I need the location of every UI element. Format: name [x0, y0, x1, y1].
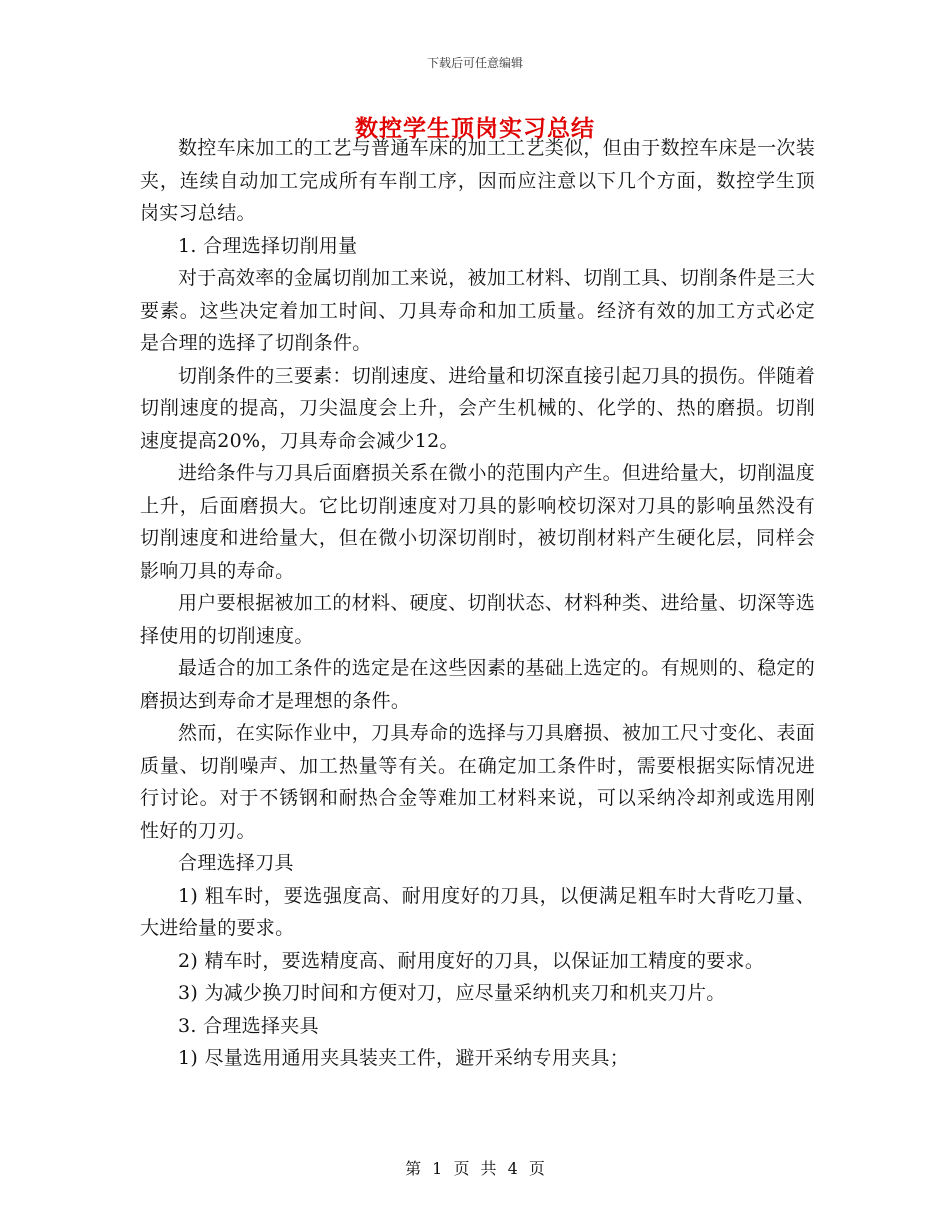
list-item: 1) 粗车时，要选强度高、耐用度好的刀具，以便满足粗车时大背吃刀量、大进给量的要求。 — [140, 884, 815, 939]
list-item: 3) 为减少换刀时间和方便对刀，应尽量采纳机夹刀和机夹刀片。 — [178, 982, 726, 1004]
paragraph: 对于高效率的金属切削加工来说，被加工材料、切削工具、切削条件是三大要素。这些决定着加工时间、刀具寿命和加工质量。经济有效的加工方式必定是合理的选择了切削条件。 — [140, 267, 815, 354]
page-footer: 第 1 页 共 4 页 — [405, 1159, 545, 1178]
document-body — [140, 132, 815, 1075]
paragraph: 进给条件与刀具后面磨损关系在微小的范围内产生。但进给量大，切削温度上升，后面磨损大。它比切削速度对刀具的影响校切深对刀具的影响虽然没有切削速度和进给量大，但在微小切深切削时，被切削材料产生硬化层，同样会影响刀具的寿命。 — [140, 462, 815, 582]
document-title: 数控学生顶岗实习总结 — [355, 115, 595, 142]
list-item: 2) 精车时，要选精度高、耐用度好的刀具，以保证加工精度的要求。 — [178, 949, 765, 972]
paragraph: 然而，在实际作业中，刀具寿命的选择与刀具磨损、被加工尺寸变化、表面质量、切削噪声、加工热量等有关。在确定加工条件时，需要根据实际情况进行讨论。对于不锈钢和耐热合金等难加工材料来说，可以采纳冷却剂或选用刚性好的刀刃。 — [140, 722, 815, 842]
section-heading-cutting-parameters: 1. 合理选择切削用量 — [178, 234, 358, 257]
header-note: 下载后可任意编辑 — [426, 56, 523, 70]
paragraph: 切削条件的三要素：切削速度、进给量和切深直接引起刀具的损伤。伴随着切削速度的提高，刀尖温度会上升，会产生机械的、化学的、热的磨损。切削速度提高20%，刀具寿命会减少12。 — [140, 364, 815, 452]
section-heading-tool-selection: 合理选择刀具 — [178, 852, 294, 874]
paragraph: 用户要根据被加工的材料、硬度、切削状态、材料种类、进给量、切深等选择使用的切削速度。 — [140, 592, 815, 647]
paragraph: 最适合的加工条件的选定是在这些因素的基础上选定的。有规则的、稳定的磨损达到寿命才是理想的条件。 — [140, 657, 815, 712]
section-heading-fixture-selection: 3. 合理选择夹具 — [178, 1014, 319, 1037]
list-item: 1) 尽量选用通用夹具装夹工件，避开采纳专用夹具； — [178, 1047, 630, 1069]
paragraph-intro: 数控车床加工的工艺与普通车床的加工工艺类似，但由于数控车床是一次装夹，连续自动加工完成所有车削工序，因而应注意以下几个方面，数控学生顶岗实习总结。 — [140, 137, 815, 224]
